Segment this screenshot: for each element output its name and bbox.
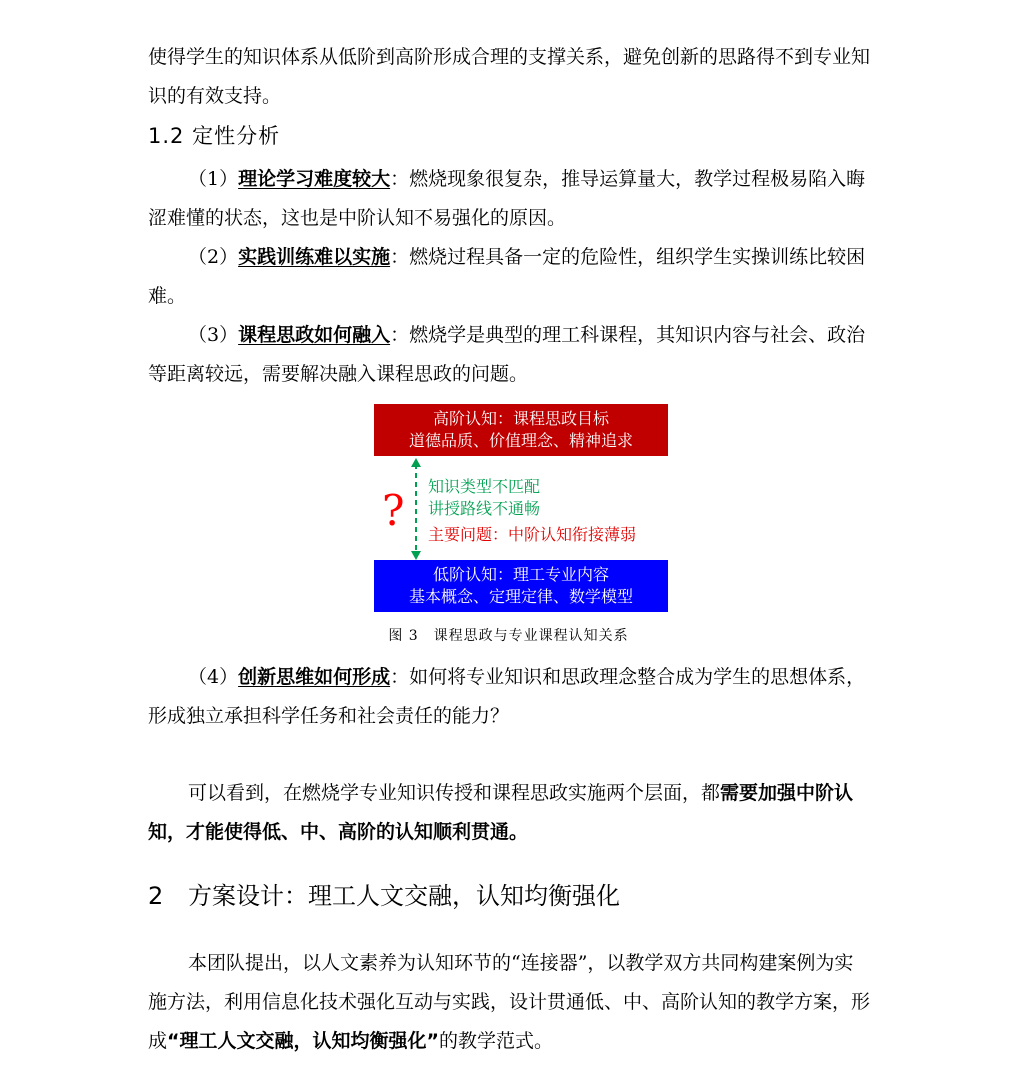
item-3-num: （3） — [188, 324, 239, 346]
item-1-sep: ： — [390, 168, 410, 190]
low-cognition-items: 基本概念、定理定律、数学模型 — [408, 587, 633, 606]
conclusion-text: 可以看到，在燃烧学专业知识传授和课程思政实施两个层面，都 — [188, 782, 721, 804]
item-1-text: 燃烧现象很复杂，推导运算量大，教学过程极易陷入晦涩难懂的状态，这也是中阶认知不易强化的原因。 — [148, 168, 866, 229]
issue-knowledge-type: 知识类型不匹配 — [428, 477, 541, 496]
intro-text: 使得学生的知识体系从低阶到高阶形成合理的支撑关系，避免创新的思路得不到专业知识的有效支持。 — [148, 46, 871, 107]
conclusion-paragraph — [148, 774, 870, 852]
item-4-title: 创新思维如何形成 — [238, 666, 391, 688]
subsection-heading: 1.2 定性分析 — [148, 124, 281, 148]
high-cognition-title: 高阶认知：课程思政目标 — [432, 409, 609, 428]
main-issue: 主要问题：中阶认知衔接薄弱 — [428, 525, 637, 544]
item-3-sep: ： — [390, 324, 410, 346]
low-cognition-title: 低阶认知：理工专业内容 — [432, 565, 609, 584]
section-title: 方案设计：理工人文交融，认知均衡强化 — [188, 882, 620, 910]
item-2-title: 实践训练难以实施 — [238, 246, 391, 268]
item-3-text: 燃烧学是典型的理工科课程，其知识内容与社会、政治等距离较远，需要解决融入课程思政的问题。 — [148, 324, 866, 385]
question-mark-icon: ? — [382, 486, 405, 535]
final-text-2: 的教学范式。 — [439, 1030, 554, 1052]
double-arrow-icon — [407, 458, 427, 560]
issue-teaching-route: 讲授路线不通畅 — [428, 499, 541, 518]
item-1-paragraph — [148, 160, 870, 238]
high-cognition-items: 道德品质、价值理念、精神追求 — [408, 431, 633, 450]
intro-paragraph — [148, 38, 870, 116]
section-heading — [148, 876, 620, 911]
low-cognition-box — [374, 560, 668, 612]
item-4-sep: ： — [390, 666, 410, 688]
item-2-text: 燃烧过程具备一定的危险性，组织学生实操训练比较困难。 — [148, 246, 866, 307]
item-4-paragraph — [148, 658, 870, 736]
conclusion-emphasis: 需要加强中阶认知，才能使得低、中、高阶的认知顺利贯通。 — [148, 782, 854, 843]
item-1-title: 理论学习难度较大 — [238, 168, 391, 190]
high-cognition-box — [374, 404, 668, 456]
item-2-num: （2） — [188, 246, 239, 268]
figure-caption: 图 3 课程思政与专业课程认知关系 — [388, 628, 629, 644]
final-paragraph — [148, 944, 870, 1061]
item-1-num: （1） — [188, 168, 239, 190]
item-2-sep: ： — [390, 246, 410, 268]
section-number: 2 — [148, 882, 164, 910]
final-text-1: 本团队提出，以人文素养为认知环节的“连接器”，以教学双方共同构建案例为实施方法，利用信息化技术强化互动与实践，设计贯通低、中、高阶认知的教学方案，形成 — [148, 952, 871, 1052]
item-3-title: 课程思政如何融入 — [238, 324, 391, 346]
item-4-num: （4） — [188, 666, 239, 688]
item-2-paragraph — [148, 238, 870, 316]
item-3-paragraph — [148, 316, 870, 394]
final-emphasis: “理工人文交融，认知均衡强化” — [167, 1030, 439, 1052]
item-4-text: 如何将专业知识和思政理念整合成为学生的思想体系，形成独立承担科学任务和社会责任的能力？ — [148, 666, 866, 727]
